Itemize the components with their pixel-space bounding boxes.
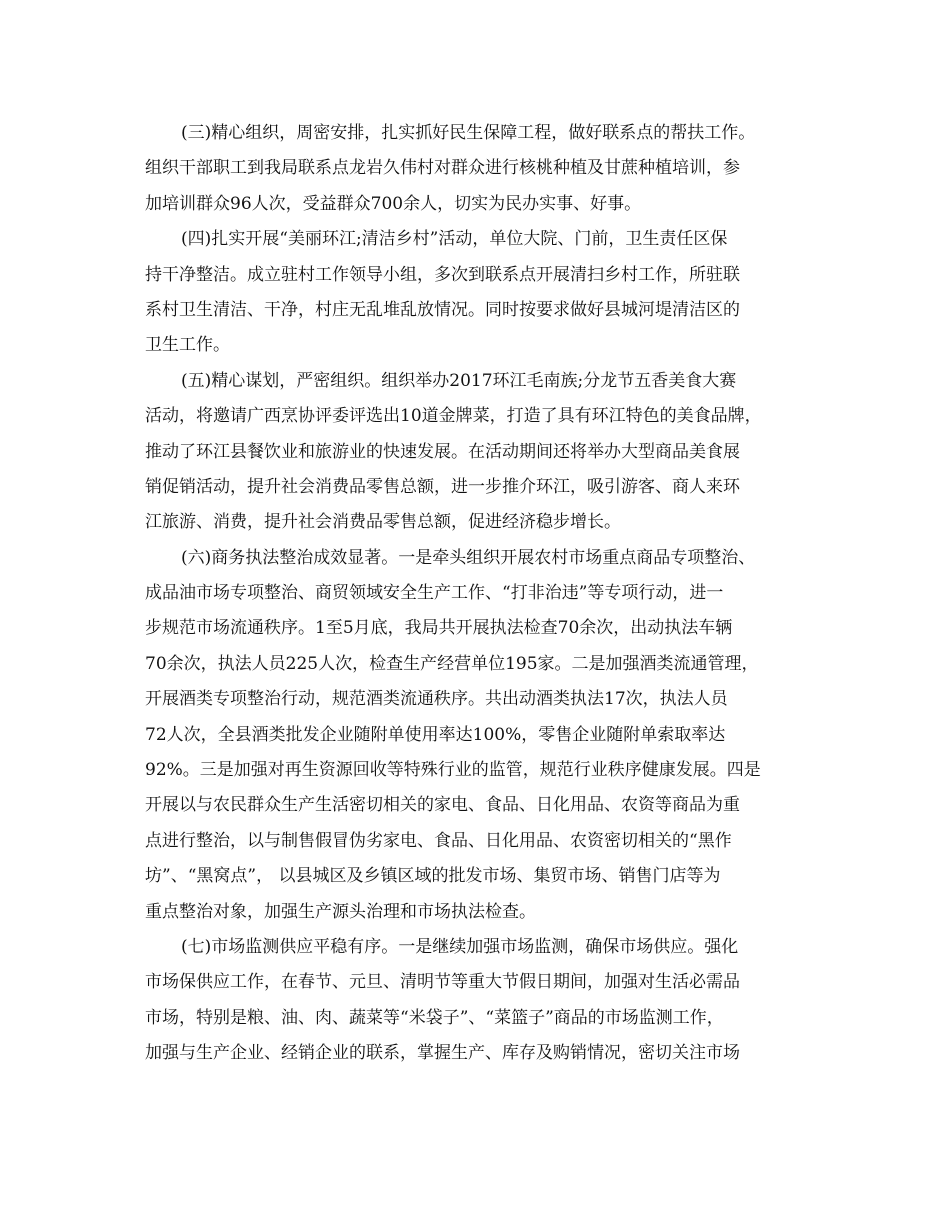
paragraph-line: 市场，特别是粮、油、肉、蔬菜等“米袋子”、“菜篮子”商品的市场监测工作， [145,1007,724,1028]
paragraph-first-line: (六)商务执法整治成效显著。一是牵头组织开展农村市场重点商品专项整治、 [181,547,756,568]
paragraph-line: 坊”、“黑窝点”， 以县城区及乡镇区域的批发市场、集贸市场、销售门店等为 [145,866,721,887]
paragraph-line: 点进行整治，以与制售假冒伪劣家电、食品、日化用品、农资密切相关的“黑作 [145,830,732,851]
paragraph-line: 江旅游、消费，提升社会消费品零售总额，促进经济稳步增长。 [145,512,621,533]
paragraph-first-line: (四)扎实开展“美丽环江;清洁乡村”活动，单位大院、门前，卫生责任区保 [181,229,728,250]
document-body [145,116,810,1072]
paragraph-line: 组织干部职工到我局联系点龙岩久伟村对群众进行核桃种植及甘蔗种植培训，参 [145,158,740,179]
paragraph-line: 活动，将邀请广西烹协评委评选出10道金牌菜，打造了具有环江特色的美食品牌， [145,406,762,427]
paragraph-line: 加培训群众96人次，受益群众700余人，切实为民办实事、好事。 [145,193,642,214]
paragraph-first-line: (三)精心组织，周密安排，扎实抓好民生保障工程，做好联系点的帮扶工作。 [181,123,756,143]
paragraph-line: 92%。三是加强对再生资源回收等特殊行业的监管，规范行业秩序健康发展。四是 [145,760,761,781]
paragraph-line: 70余次，执法人员225人次，检查生产经营单位195家。二是加强酒类流通管理， [145,653,759,674]
paragraph-line: 持干净整洁。成立驻村工作领导小组，多次到联系点开展清扫乡村工作，所驻联 [145,264,740,285]
paragraph-first-line: (七)市场监测供应平稳有序。一是继续加强市场监测，确保市场供应。强化 [181,936,739,957]
paragraph-line: 开展酒类专项整治行动，规范酒类流通秩序。共出动酒类执法17次，执法人员 [145,689,728,710]
paragraph-line: 销促销活动，提升社会消费品零售总额，进一步推介环江，吸引游客、商人来环 [145,476,740,497]
paragraph-line: 推动了环江县餐饮业和旅游业的快速发展。在活动期间还将举办大型商品美食展 [145,441,740,462]
paragraph-line: 重点整治对象，加强生产源头治理和市场执法检查。 [145,901,536,922]
paragraph-first-line: (五)精心谋划，严密组织。组织举办2017环江毛南族;分龙节五香美食大赛 [181,370,737,391]
paragraph-line: 卫生工作。 [145,335,230,356]
paragraph-line: 72人次，全县酒类批发企业随附单使用率达100%，零售企业随附单索取率达 [145,724,726,745]
paragraph-line: 市场保供应工作，在春节、元旦、清明节等重大节假日期间，加强对生活必需品 [145,972,740,993]
paragraph-line: 步规范市场流通秩序。1至5月底，我局共开展执法检查70余次，出动执法车辆 [145,618,733,639]
paragraph-line: 开展以与农民群众生产生活密切相关的家电、食品、日化用品、农资等商品为重 [145,795,740,816]
paragraph-line: 系村卫生清洁、干净，村庄无乱堆乱放情况。同时按要求做好县城河堤清洁区的 [145,299,740,320]
paragraph-line: 加强与生产企业、经销企业的联系，掌握生产、库存及购销情况，密切关注市场 [145,1043,740,1064]
paragraph-line: 成品油市场专项整治、商贸领域安全生产工作、“打非治违”等专项行动，进一 [145,583,724,604]
